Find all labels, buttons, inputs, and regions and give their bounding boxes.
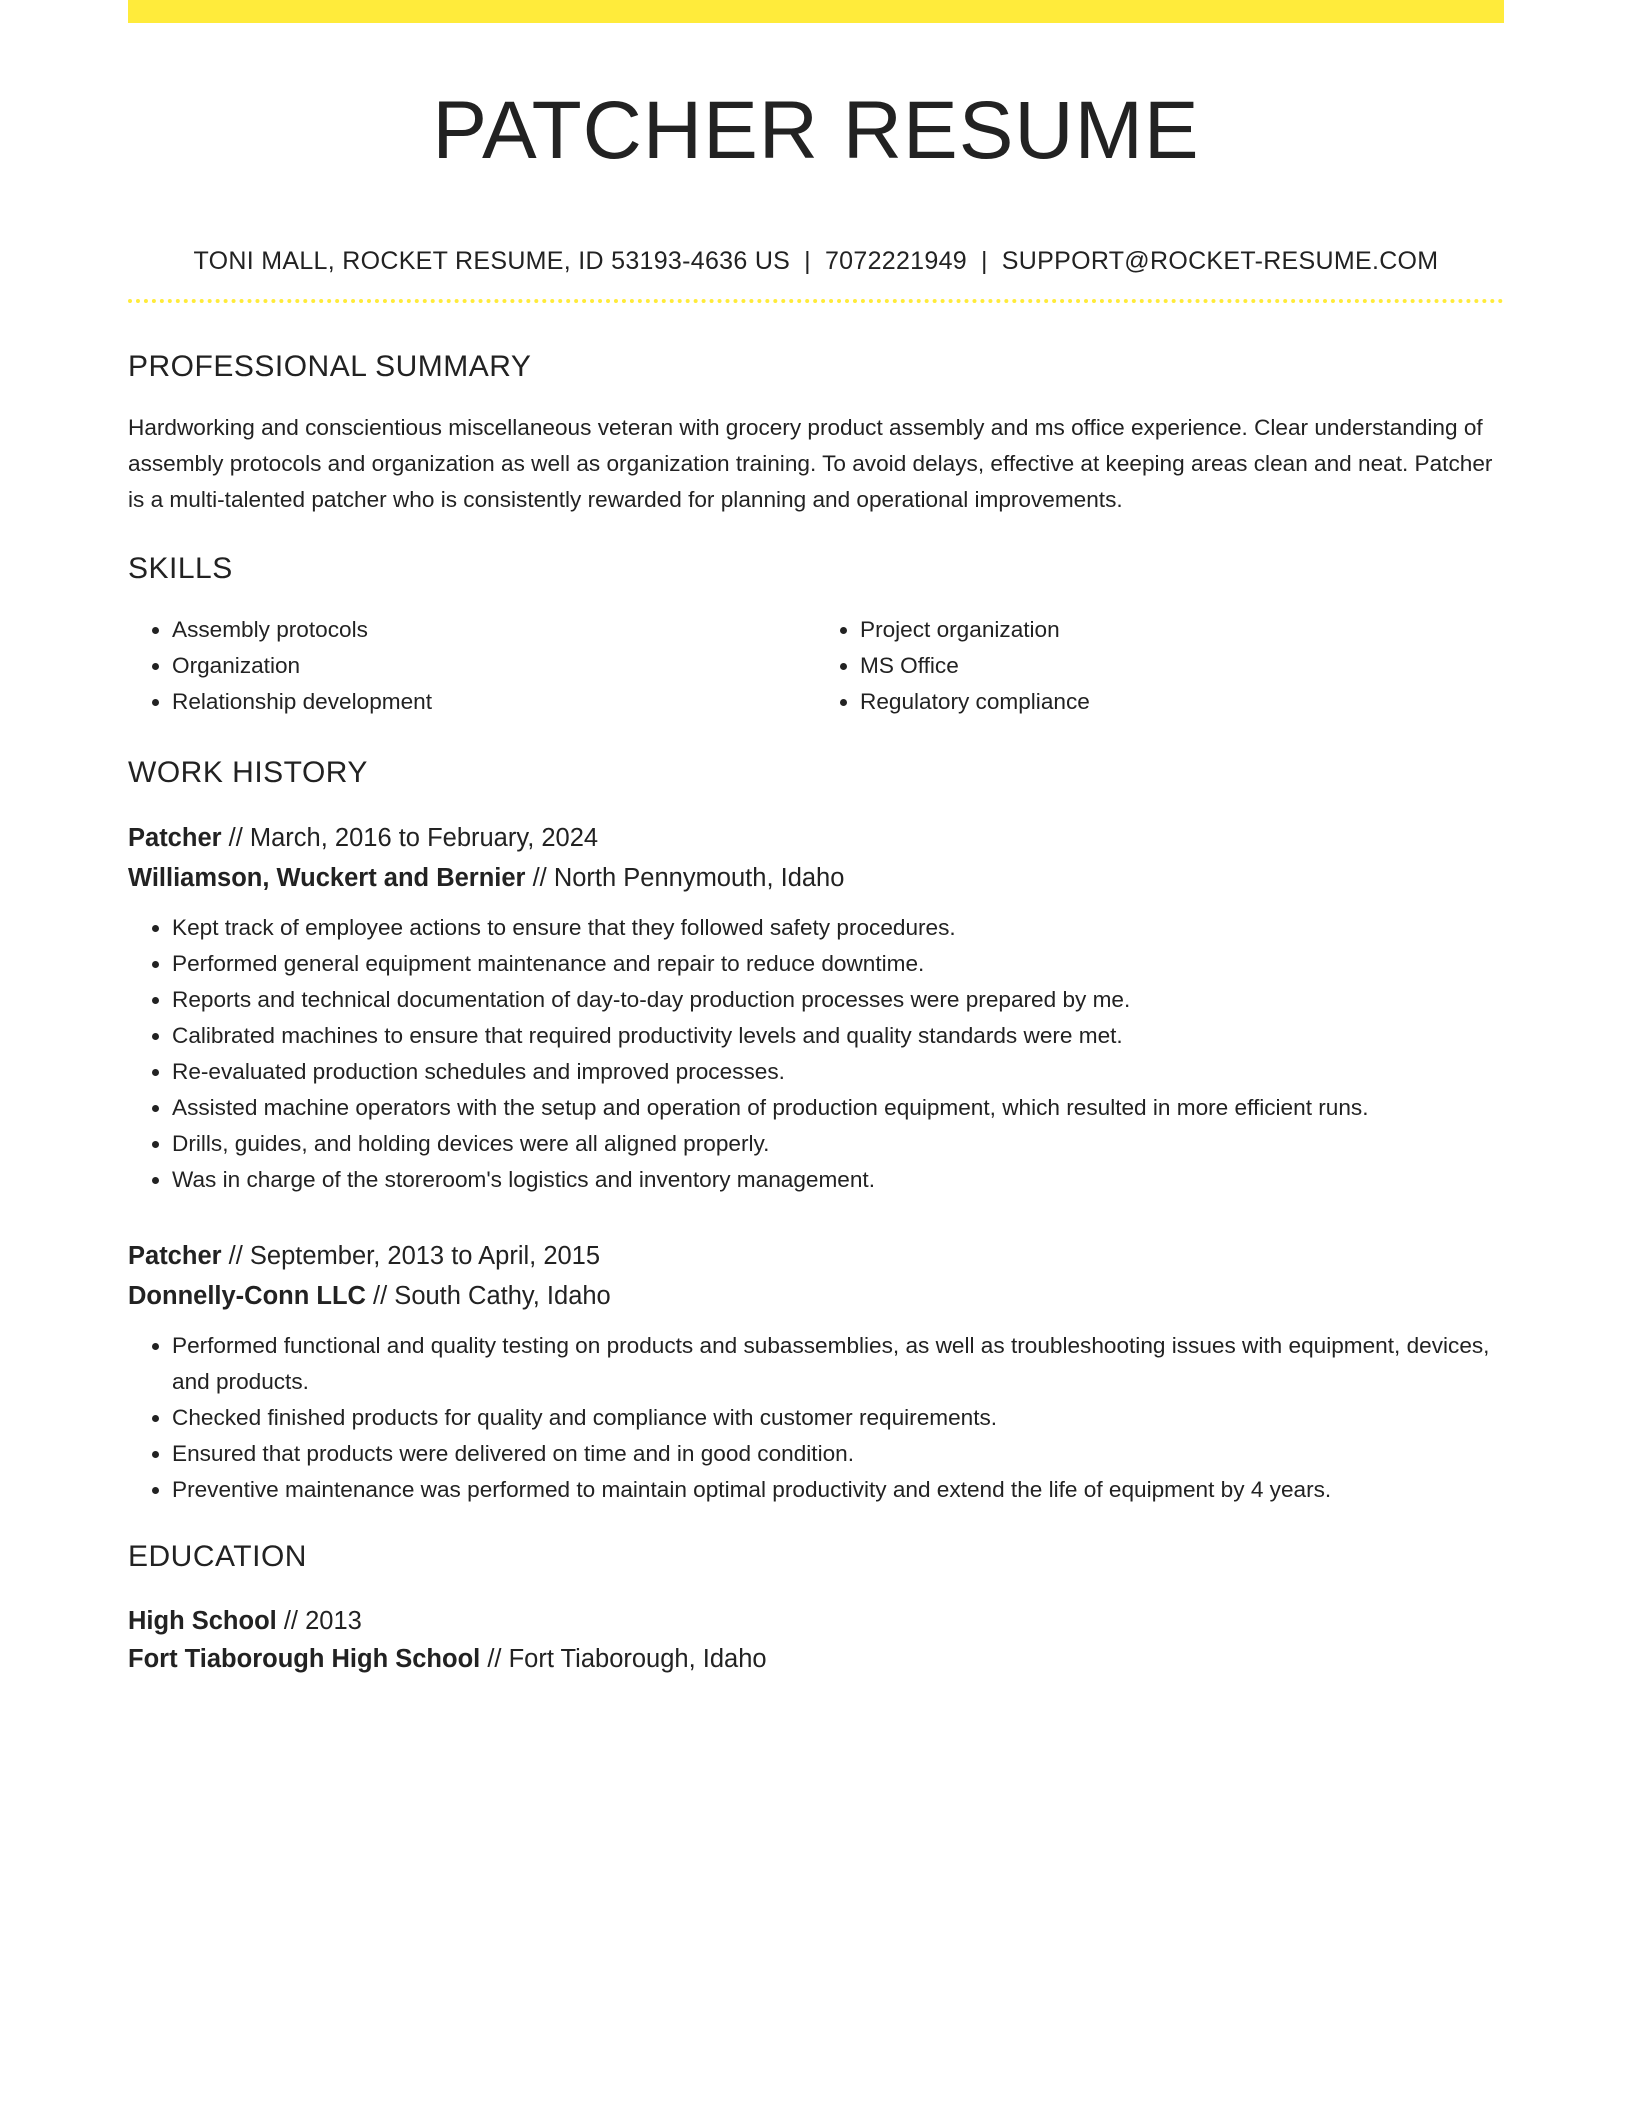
education-degree-line [128, 1602, 1504, 1640]
job-bullets [128, 1328, 1504, 1508]
contact-phone: 7072221949 [824, 247, 967, 275]
contact-line [128, 245, 1504, 277]
contact-separator: | [981, 247, 988, 275]
contact-email: SUPPORT@ROCKET-RESUME.COM [1001, 247, 1439, 275]
education-school-line [128, 1640, 1504, 1678]
list-item: • Was in charge of the storeroom's logistics and inventory management. [172, 1162, 1504, 1198]
education-location: // Fort Tiaborough, Idaho [480, 1645, 767, 1673]
job-bullets [128, 910, 1504, 1198]
job-dates: // September, 2013 to April, 2015 [221, 1242, 601, 1270]
contact-separator: | [804, 247, 811, 275]
job-location: // North Pennymouth, Idaho [525, 864, 845, 892]
skill-item: • Regulatory compliance [860, 684, 1504, 720]
education-degree: High School [128, 1607, 277, 1635]
skills-grid [128, 612, 1504, 720]
list-item: • Kept track of employee actions to ensure that they followed safety procedures. [172, 910, 1504, 946]
skill-item: • Assembly protocols [172, 612, 816, 648]
job-company: Williamson, Wuckert and Bernier [128, 864, 526, 892]
page-title: PATCHER RESUME [432, 85, 1200, 176]
skills-list-left [128, 612, 816, 720]
list-item: • Preventive maintenance was performed to maintain optimal productivity and extend the life of equipment by 4 years. [172, 1472, 1504, 1508]
job-company: Donnelly-Conn LLC [128, 1282, 366, 1310]
skill-item: • Project organization [860, 612, 1504, 648]
skill-item: • Relationship development [172, 684, 816, 720]
list-item: • Calibrated machines to ensure that required productivity levels and quality standards were met. [172, 1018, 1504, 1054]
education-heading: EDUCATION [128, 1540, 307, 1573]
list-item: • Reports and technical documentation of day-to-day production processes were prepared by me. [172, 982, 1504, 1018]
job-role: Patcher [128, 824, 222, 852]
education-year: // 2013 [276, 1607, 362, 1635]
resume-content [128, 0, 1504, 1678]
job-dates: // March, 2016 to February, 2024 [221, 824, 599, 852]
job-title-line [128, 818, 1504, 858]
job-entry [128, 818, 1504, 1198]
list-item: • Re-evaluated production schedules and improved processes. [172, 1054, 1504, 1090]
job-location: // South Cathy, Idaho [365, 1282, 611, 1310]
job-title-line [128, 1236, 1504, 1276]
summary-heading: PROFESSIONAL SUMMARY [128, 350, 532, 383]
job-role: Patcher [128, 1242, 222, 1270]
job-company-line [128, 858, 1504, 898]
list-item: • Performed functional and quality testing on products and subassemblies, as well as troubleshooting issues with equipment, devices, and products. [172, 1328, 1504, 1400]
job-company-line [128, 1276, 1504, 1316]
list-item: • Performed general equipment maintenance and repair to reduce downtime. [172, 946, 1504, 982]
education-school: Fort Tiaborough High School [128, 1645, 481, 1673]
summary-text: Hardworking and conscientious miscellaneous veteran with grocery product assembly and ms office experience. Clear understanding of assembly protocols and organization as well as organization training. To avoid delays, effective at keeping areas clean and neat. Patcher is a multi-talented patcher who is consistently rewarded for planning and operational improvements. [128, 415, 1493, 512]
contact-address: TONI MALL, ROCKET RESUME, ID 53193-4636 US [193, 247, 791, 275]
skill-item: • MS Office [860, 648, 1504, 684]
list-item: • Assisted machine operators with the setup and operation of production equipment, which resulted in more efficient runs. [172, 1090, 1504, 1126]
list-item: • Ensured that products were delivered on time and in good condition. [172, 1436, 1504, 1472]
work-history-heading: WORK HISTORY [128, 756, 368, 789]
list-item: • Checked finished products for quality and compliance with customer requirements. [172, 1400, 1504, 1436]
skill-item: • Organization [172, 648, 816, 684]
job-entry [128, 1236, 1504, 1508]
skills-heading: SKILLS [128, 552, 233, 585]
skills-list-right [816, 612, 1504, 720]
dotted-divider [128, 299, 1504, 303]
list-item: • Drills, guides, and holding devices were all aligned properly. [172, 1126, 1504, 1162]
